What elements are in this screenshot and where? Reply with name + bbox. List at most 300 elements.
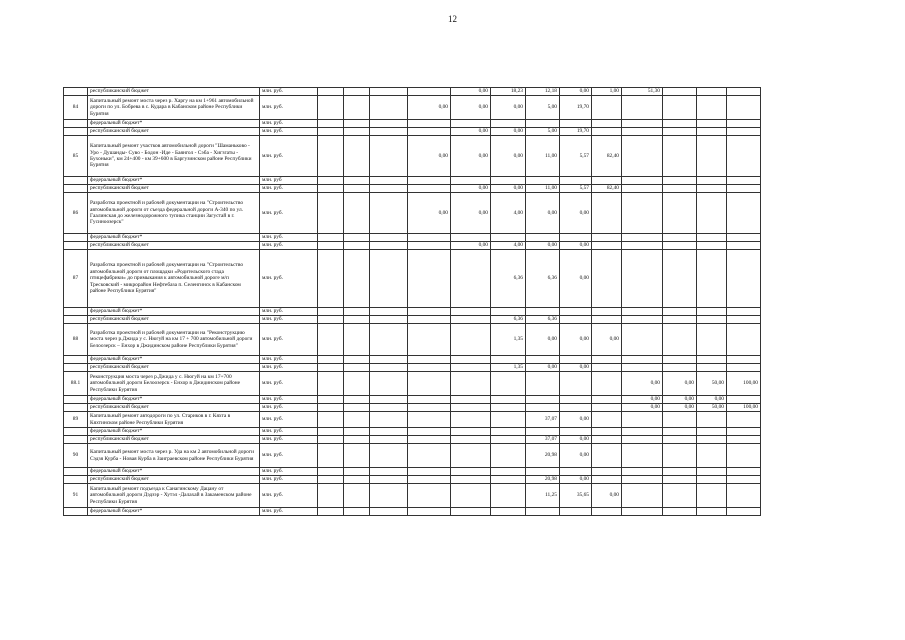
value-cell <box>727 242 761 250</box>
value-cell <box>370 484 408 508</box>
value-cell <box>491 372 526 396</box>
row-number: 85 <box>64 136 88 177</box>
table-row <box>64 412 761 428</box>
value-cell <box>318 185 344 193</box>
row-description: федеральный бюджет* <box>88 234 260 242</box>
value-cell <box>622 308 663 316</box>
value-cell: 4,00 <box>491 193 526 234</box>
value-cell <box>592 508 622 516</box>
value-cell: 11,25 <box>526 484 560 508</box>
value-cell: 0,00 <box>526 364 560 372</box>
value-cell <box>491 436 526 444</box>
value-cell <box>727 324 761 356</box>
value-cell: 0,00 <box>526 242 560 250</box>
value-cell <box>451 234 491 242</box>
value-cell <box>408 412 451 428</box>
value-cell <box>697 428 727 436</box>
row-unit: млн. руб. <box>260 396 318 404</box>
value-cell <box>592 120 622 128</box>
value-cell <box>408 234 451 242</box>
row-number <box>64 468 88 476</box>
row-number <box>64 128 88 136</box>
table-row <box>64 468 761 476</box>
value-cell <box>622 324 663 356</box>
value-cell: 37,07 <box>526 436 560 444</box>
row-unit: млн. руб. <box>260 128 318 136</box>
value-cell <box>622 444 663 468</box>
row-description: Капитальный ремонт участков автомобильной дороги "Шаманьково - Уро - Душанды- Суво - Бодон -Иде - Баянгол - Сэба - Хигзгаты - Бухоньки", км 24+400 - км 39+600 в Баргузинском районе Республики Бурятия <box>88 136 260 177</box>
value-cell <box>318 468 344 476</box>
value-cell <box>318 120 344 128</box>
value-cell <box>344 316 370 324</box>
value-cell <box>526 508 560 516</box>
value-cell <box>697 242 727 250</box>
value-cell <box>622 476 663 484</box>
row-number: 89 <box>64 412 88 428</box>
value-cell <box>560 372 592 396</box>
value-cell <box>697 88 727 96</box>
value-cell: 50,00 <box>697 372 727 396</box>
value-cell <box>622 412 663 428</box>
value-cell <box>526 234 560 242</box>
value-cell <box>663 177 697 185</box>
value-cell: 0,00 <box>622 396 663 404</box>
value-cell <box>560 508 592 516</box>
value-cell <box>491 412 526 428</box>
value-cell <box>451 120 491 128</box>
value-cell <box>408 508 451 516</box>
value-cell <box>344 185 370 193</box>
value-cell: 0,00 <box>451 242 491 250</box>
value-cell <box>560 120 592 128</box>
value-cell <box>727 484 761 508</box>
value-cell <box>344 242 370 250</box>
value-cell <box>318 316 344 324</box>
value-cell <box>408 404 451 412</box>
value-cell: 1,35 <box>491 364 526 372</box>
value-cell <box>370 128 408 136</box>
value-cell <box>727 508 761 516</box>
value-cell <box>697 316 727 324</box>
value-cell <box>727 128 761 136</box>
row-number <box>64 508 88 516</box>
value-cell <box>344 120 370 128</box>
value-cell: 0,00 <box>560 88 592 96</box>
value-cell <box>727 364 761 372</box>
value-cell <box>697 308 727 316</box>
value-cell: 0,00 <box>451 136 491 177</box>
value-cell: 0,00 <box>451 88 491 96</box>
value-cell <box>370 436 408 444</box>
value-cell <box>344 177 370 185</box>
value-cell <box>622 364 663 372</box>
row-description: федеральный бюджет* <box>88 396 260 404</box>
value-cell <box>370 250 408 308</box>
value-cell: 82,40 <box>592 185 622 193</box>
value-cell <box>370 308 408 316</box>
value-cell <box>370 96 408 120</box>
value-cell <box>727 444 761 468</box>
value-cell: 50,00 <box>697 404 727 412</box>
value-cell <box>370 234 408 242</box>
value-cell <box>622 436 663 444</box>
value-cell <box>318 484 344 508</box>
row-description: республиканский бюджет <box>88 404 260 412</box>
value-cell <box>370 136 408 177</box>
value-cell: 0,00 <box>451 185 491 193</box>
table-row <box>64 444 761 468</box>
value-cell <box>491 428 526 436</box>
value-cell <box>697 324 727 356</box>
value-cell <box>370 242 408 250</box>
value-cell <box>370 120 408 128</box>
table-row <box>64 88 761 96</box>
page-number: 12 <box>448 14 457 24</box>
row-unit: млн. руб. <box>260 185 318 193</box>
value-cell: 0,00 <box>622 372 663 396</box>
value-cell <box>592 193 622 234</box>
value-cell: 0,00 <box>451 128 491 136</box>
value-cell <box>408 356 451 364</box>
table-body <box>64 88 761 516</box>
row-unit: млн. руб. <box>260 136 318 177</box>
value-cell: 0,00 <box>491 96 526 120</box>
value-cell <box>370 316 408 324</box>
value-cell <box>451 468 491 476</box>
value-cell <box>663 185 697 193</box>
value-cell <box>622 356 663 364</box>
row-number <box>64 185 88 193</box>
value-cell <box>727 185 761 193</box>
value-cell <box>560 356 592 364</box>
value-cell <box>663 428 697 436</box>
value-cell <box>727 356 761 364</box>
value-cell <box>318 177 344 185</box>
row-unit: млн. руб. <box>260 356 318 364</box>
table-row <box>64 356 761 364</box>
row-number <box>64 177 88 185</box>
value-cell <box>663 444 697 468</box>
value-cell: 11,00 <box>526 136 560 177</box>
row-unit: млн. руб. <box>260 242 318 250</box>
value-cell <box>318 308 344 316</box>
value-cell <box>622 185 663 193</box>
row-description: республиканский бюджет <box>88 316 260 324</box>
row-description: Разработка проектной и рабочей документации на "Строительство автомобильной дороги от съезда федеральной дороги А-340 по ул. Гаалинская до железнодорожного тупика станции Загустай в г. Гусиноозерск" <box>88 193 260 234</box>
value-cell <box>560 316 592 324</box>
value-cell: 1,00 <box>592 88 622 96</box>
value-cell <box>451 324 491 356</box>
value-cell: 12,18 <box>526 88 560 96</box>
value-cell <box>526 372 560 396</box>
value-cell <box>526 404 560 412</box>
value-cell <box>370 356 408 364</box>
value-cell: 0,00 <box>560 412 592 428</box>
value-cell: 0,00 <box>622 404 663 412</box>
value-cell <box>451 356 491 364</box>
value-cell <box>344 96 370 120</box>
value-cell <box>560 396 592 404</box>
value-cell <box>318 364 344 372</box>
value-cell <box>318 404 344 412</box>
value-cell <box>451 444 491 468</box>
value-cell: 5,57 <box>560 136 592 177</box>
value-cell <box>370 508 408 516</box>
value-cell <box>727 120 761 128</box>
row-number: 90 <box>64 444 88 468</box>
value-cell <box>560 468 592 476</box>
value-cell <box>727 250 761 308</box>
value-cell <box>370 364 408 372</box>
value-cell <box>663 356 697 364</box>
value-cell <box>727 476 761 484</box>
value-cell: 6,36 <box>491 316 526 324</box>
row-unit: млн. руб. <box>260 444 318 468</box>
value-cell <box>622 250 663 308</box>
value-cell <box>491 177 526 185</box>
value-cell <box>622 428 663 436</box>
row-unit: млн. руб. <box>260 250 318 308</box>
value-cell <box>622 508 663 516</box>
value-cell: 0,00 <box>560 364 592 372</box>
value-cell <box>697 177 727 185</box>
value-cell: 0,00 <box>560 444 592 468</box>
budget-table <box>63 87 761 516</box>
value-cell <box>408 364 451 372</box>
value-cell: 5,57 <box>560 185 592 193</box>
row-description: федеральный бюджет* <box>88 508 260 516</box>
value-cell <box>370 193 408 234</box>
row-unit: млн. руб. <box>260 308 318 316</box>
value-cell <box>344 468 370 476</box>
value-cell: 0,00 <box>451 193 491 234</box>
value-cell <box>491 484 526 508</box>
table-row <box>64 308 761 316</box>
value-cell <box>592 412 622 428</box>
value-cell <box>663 234 697 242</box>
value-cell <box>318 88 344 96</box>
value-cell <box>727 96 761 120</box>
value-cell <box>697 436 727 444</box>
value-cell <box>622 96 663 120</box>
row-unit: млн. руб. <box>260 428 318 436</box>
value-cell <box>663 412 697 428</box>
value-cell <box>592 476 622 484</box>
value-cell <box>451 428 491 436</box>
value-cell <box>344 412 370 428</box>
row-number <box>64 308 88 316</box>
value-cell: 0,00 <box>526 324 560 356</box>
row-description: Капитальный ремонт автодороги по ул. Стариков в г. Кяхта в Кяхтинском районе Республики Бурятия <box>88 412 260 428</box>
value-cell <box>697 468 727 476</box>
value-cell <box>408 324 451 356</box>
row-unit: млн. руб. <box>260 412 318 428</box>
value-cell <box>370 88 408 96</box>
value-cell: 0,00 <box>408 193 451 234</box>
value-cell <box>318 396 344 404</box>
row-unit: млн. руб. <box>260 476 318 484</box>
value-cell <box>592 234 622 242</box>
value-cell <box>491 120 526 128</box>
value-cell <box>663 96 697 120</box>
row-number: 84 <box>64 96 88 120</box>
row-unit: млн. руб. <box>260 436 318 444</box>
table-row <box>64 96 761 120</box>
value-cell: 0,00 <box>560 436 592 444</box>
value-cell <box>318 428 344 436</box>
value-cell <box>526 468 560 476</box>
value-cell <box>318 508 344 516</box>
value-cell <box>663 128 697 136</box>
row-unit: млн. руб <box>260 177 318 185</box>
row-unit: млн. руб. <box>260 120 318 128</box>
value-cell <box>560 308 592 316</box>
value-cell <box>491 444 526 468</box>
value-cell <box>526 177 560 185</box>
value-cell: 0,00 <box>560 193 592 234</box>
value-cell: 100,00 <box>727 372 761 396</box>
row-unit: млн. руб. <box>260 324 318 356</box>
table-row <box>64 404 761 412</box>
value-cell <box>318 476 344 484</box>
value-cell: 0,00 <box>560 324 592 356</box>
value-cell <box>451 396 491 404</box>
row-description: Капитальный ремонт подъезда к Санагинскому Дацану от автомобильной дороги Дэдзэр - Хутэл -Далахай в Закаменском районе Республики Бурятия <box>88 484 260 508</box>
value-cell <box>370 177 408 185</box>
value-cell <box>408 308 451 316</box>
value-cell: 82,40 <box>592 136 622 177</box>
value-cell <box>318 128 344 136</box>
row-description: Капитальный ремонт моста через р. Харгу на км 1+961 автомобильной дороги по ул. Бобрева в с. Кудара в Кабанском районе Республики Бурятия <box>88 96 260 120</box>
table-row <box>64 193 761 234</box>
row-number <box>64 436 88 444</box>
table-row <box>64 242 761 250</box>
value-cell <box>318 372 344 396</box>
value-cell <box>344 324 370 356</box>
value-cell <box>697 356 727 364</box>
value-cell <box>408 250 451 308</box>
value-cell <box>526 120 560 128</box>
value-cell <box>344 476 370 484</box>
table-row <box>64 396 761 404</box>
value-cell: 0,00 <box>697 396 727 404</box>
value-cell <box>344 308 370 316</box>
value-cell <box>408 88 451 96</box>
value-cell <box>451 372 491 396</box>
row-number <box>64 234 88 242</box>
value-cell <box>318 242 344 250</box>
value-cell <box>451 250 491 308</box>
value-cell <box>344 404 370 412</box>
value-cell <box>370 404 408 412</box>
value-cell <box>344 364 370 372</box>
value-cell: 0,00 <box>491 185 526 193</box>
value-cell <box>491 508 526 516</box>
value-cell <box>560 428 592 436</box>
value-cell <box>697 128 727 136</box>
value-cell <box>697 364 727 372</box>
value-cell <box>663 120 697 128</box>
value-cell: 0,00 <box>663 396 697 404</box>
value-cell <box>318 356 344 364</box>
value-cell: 0,00 <box>663 372 697 396</box>
value-cell <box>663 476 697 484</box>
value-cell <box>663 468 697 476</box>
value-cell: 20,98 <box>526 444 560 468</box>
value-cell <box>408 468 451 476</box>
value-cell <box>344 128 370 136</box>
value-cell <box>408 484 451 508</box>
value-cell <box>344 356 370 364</box>
value-cell: 0,00 <box>451 96 491 120</box>
value-cell <box>344 508 370 516</box>
value-cell <box>663 484 697 508</box>
value-cell: 37,07 <box>526 412 560 428</box>
value-cell <box>408 128 451 136</box>
value-cell <box>697 508 727 516</box>
row-number <box>64 476 88 484</box>
row-description: республиканский бюджет <box>88 128 260 136</box>
table-row <box>64 120 761 128</box>
table-row <box>64 324 761 356</box>
value-cell <box>526 356 560 364</box>
value-cell: 0,00 <box>491 136 526 177</box>
value-cell: 19,70 <box>560 96 592 120</box>
value-cell <box>663 364 697 372</box>
value-cell <box>318 436 344 444</box>
value-cell <box>408 436 451 444</box>
value-cell <box>663 316 697 324</box>
value-cell <box>697 444 727 468</box>
value-cell <box>318 444 344 468</box>
value-cell <box>408 428 451 436</box>
table-row <box>64 436 761 444</box>
value-cell <box>622 234 663 242</box>
value-cell <box>451 476 491 484</box>
value-cell: 35,65 <box>560 484 592 508</box>
value-cell <box>370 476 408 484</box>
value-cell: 6,36 <box>526 316 560 324</box>
row-description: республиканский бюджет <box>88 88 260 96</box>
row-number <box>64 404 88 412</box>
value-cell <box>592 177 622 185</box>
row-unit: млн. руб. <box>260 88 318 96</box>
value-cell <box>622 193 663 234</box>
value-cell <box>560 177 592 185</box>
value-cell <box>592 316 622 324</box>
value-cell <box>408 120 451 128</box>
value-cell <box>408 177 451 185</box>
value-cell: 0,00 <box>408 136 451 177</box>
row-number: 88 <box>64 324 88 356</box>
table-row <box>64 185 761 193</box>
row-unit: млн. руб. <box>260 468 318 476</box>
row-unit: млн. руб. <box>260 96 318 120</box>
value-cell: 0,00 <box>560 242 592 250</box>
value-cell <box>727 88 761 96</box>
value-cell <box>370 428 408 436</box>
row-unit: млн. руб. <box>260 484 318 508</box>
value-cell <box>697 193 727 234</box>
row-number: 86 <box>64 193 88 234</box>
value-cell <box>451 484 491 508</box>
value-cell: 100,00 <box>727 404 761 412</box>
value-cell <box>697 234 727 242</box>
value-cell <box>491 308 526 316</box>
table-row <box>64 177 761 185</box>
value-cell <box>318 96 344 120</box>
value-cell <box>318 136 344 177</box>
